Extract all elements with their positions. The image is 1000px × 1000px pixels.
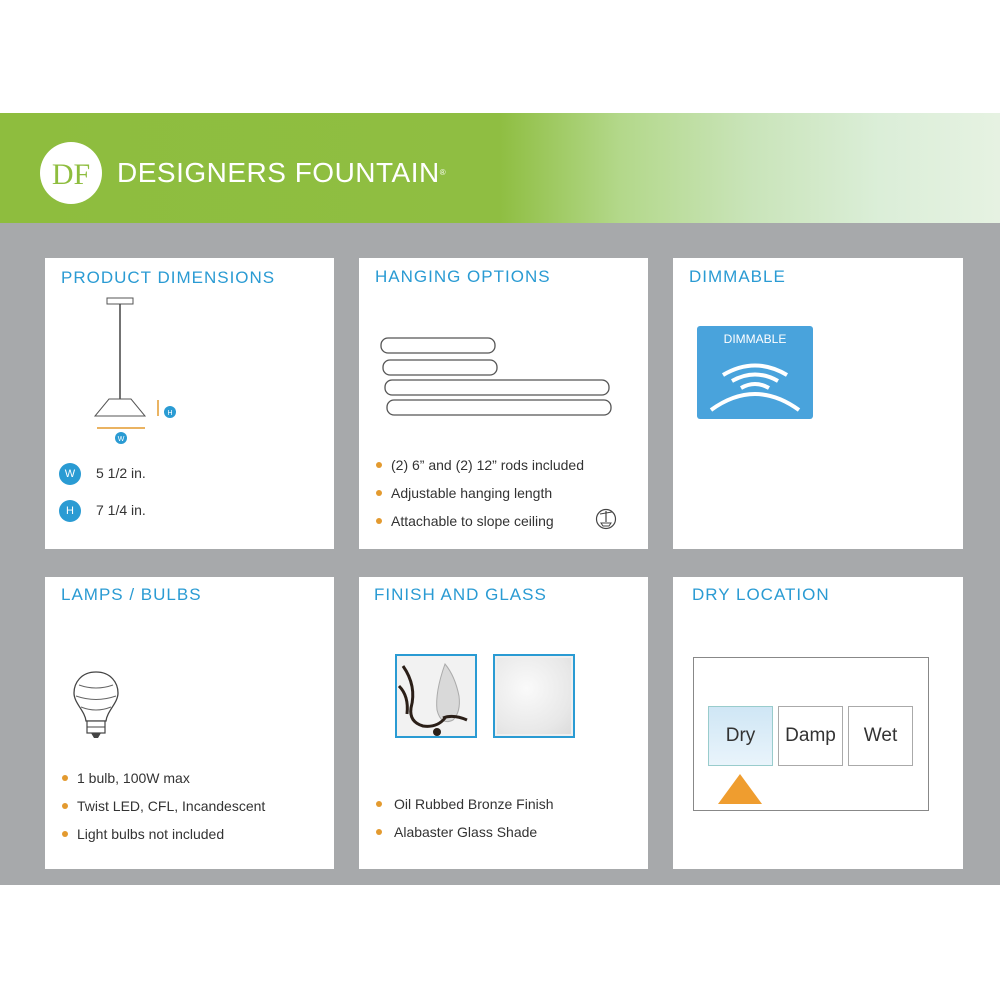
hanging-bullets — [375, 456, 584, 540]
list-item: Alabaster Glass Shade — [375, 823, 554, 851]
brand-name: DESIGNERS FOUNTAIN® — [117, 157, 447, 188]
rods-icon — [377, 332, 617, 424]
glass-swatch-image — [493, 654, 575, 738]
card-hanging-options — [359, 258, 648, 549]
pendant-diagram-icon — [85, 294, 195, 454]
finish-swatch-image — [395, 654, 477, 738]
card-product-dimensions — [45, 258, 334, 549]
card-dimmable — [673, 258, 963, 549]
list-item: Light bulbs not included — [61, 825, 265, 853]
width-value: 5 1/2 in. — [96, 465, 146, 481]
height-value: 7 1/4 in. — [96, 502, 146, 518]
list-item: Twist LED, CFL, Incandescent — [61, 797, 265, 825]
card-lamps-bulbs — [45, 577, 334, 869]
finish-bullets — [375, 795, 554, 851]
dimmable-label: DIMMABLE — [723, 332, 787, 346]
svg-text:H: H — [167, 410, 173, 417]
brand-banner — [0, 113, 1000, 223]
bulb-icon — [71, 669, 121, 741]
card-dry-location — [673, 577, 963, 869]
location-wet: Wet — [848, 706, 913, 766]
height-badge: H — [59, 500, 81, 522]
list-item: Adjustable hanging length — [375, 484, 584, 512]
lamps-bullets — [61, 769, 265, 853]
card-title: DRY LOCATION — [692, 585, 830, 604]
card-title: PRODUCT DIMENSIONS — [61, 268, 276, 287]
list-item: Oil Rubbed Bronze Finish — [375, 795, 554, 823]
list-item: 1 bulb, 100W max — [61, 769, 265, 797]
list-item: Attachable to slope ceiling — [375, 512, 584, 540]
card-title: DIMMABLE — [689, 267, 786, 286]
dimmable-waves-icon — [697, 326, 813, 419]
svg-text:W: W — [117, 436, 125, 443]
location-damp: Damp — [778, 706, 843, 766]
slope-ceiling-icon — [595, 508, 617, 530]
card-title: HANGING OPTIONS — [375, 267, 551, 286]
card-title: LAMPS / BULBS — [61, 585, 202, 604]
list-item: (2) 6” and (2) 12” rods included — [375, 456, 584, 484]
dimmable-badge — [697, 326, 813, 419]
location-dry: Dry — [708, 706, 773, 766]
svg-text:DF: DF — [51, 158, 91, 191]
card-finish-glass — [359, 577, 648, 869]
df-logo-icon — [40, 142, 102, 204]
location-arrow-icon — [718, 774, 762, 804]
card-title: FINISH AND GLASS — [374, 585, 547, 604]
width-badge: W — [59, 463, 81, 485]
location-rating-box — [693, 657, 929, 811]
